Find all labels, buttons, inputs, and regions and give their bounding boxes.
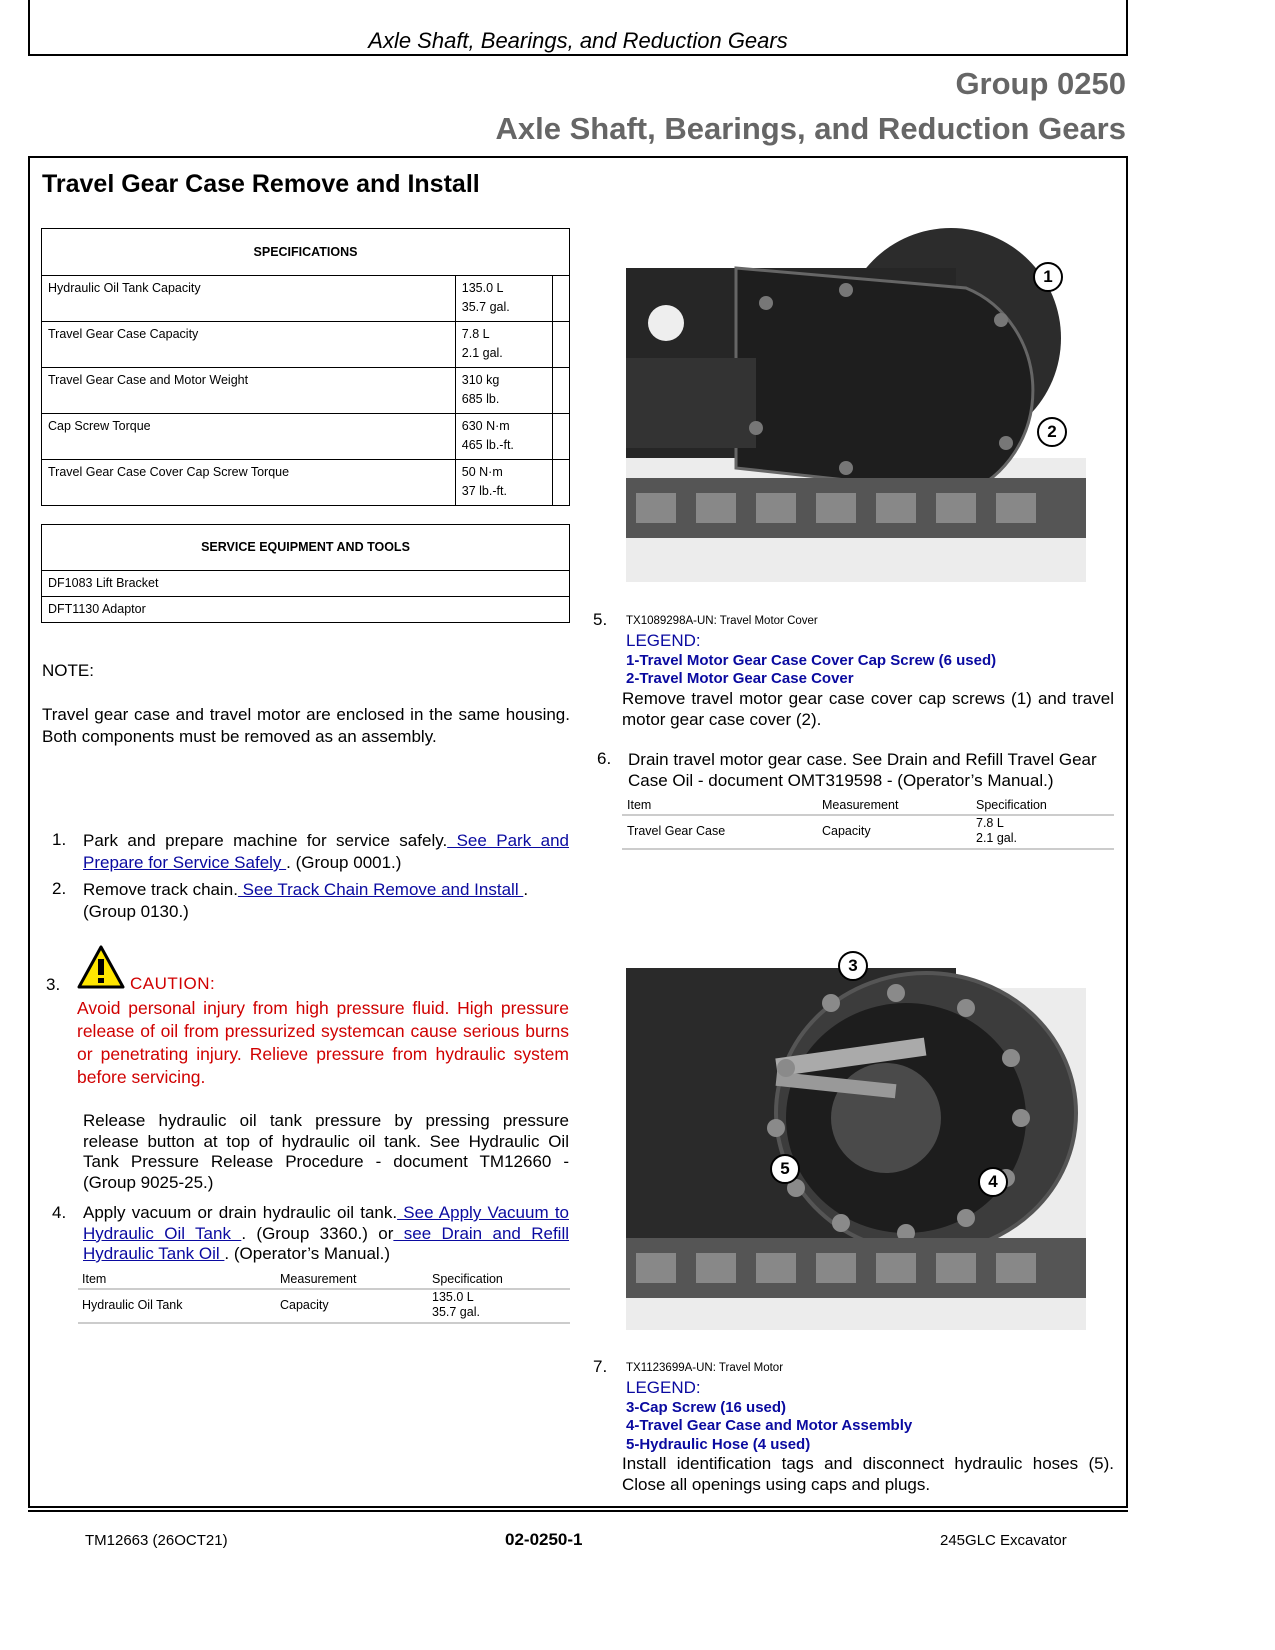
table-row bbox=[42, 597, 570, 623]
tools-heading: SERVICE EQUIPMENT AND TOOLS bbox=[42, 525, 570, 571]
apply-vacuum-link[interactable]: See Apply Vacuum to Hydraulic Oil Tank bbox=[83, 1203, 569, 1243]
legend-item: 5-Hydraulic Hose (4 used) bbox=[626, 1436, 811, 1453]
spec-value: 630 N·m 465 lb.-ft. bbox=[455, 414, 552, 460]
gear-case-table bbox=[622, 798, 1114, 848]
table-row: Travel Gear Case Capacity 7.8 L 2.1 gal. bbox=[622, 816, 1114, 850]
travel-motor-illustration bbox=[626, 948, 1086, 1330]
specifications-heading: SPECIFICATIONS bbox=[42, 229, 570, 276]
footer-doc-id: TM12663 (26OCT21) bbox=[85, 1532, 228, 1549]
callout-3: 3 bbox=[838, 951, 868, 981]
specifications-table bbox=[41, 228, 570, 506]
col-specification: Specification bbox=[432, 1272, 503, 1286]
hydraulic-tank-table bbox=[78, 1272, 570, 1322]
travel-motor-photo bbox=[626, 948, 1086, 1330]
col-item: Item bbox=[627, 798, 652, 812]
step-number: 7. bbox=[593, 1357, 608, 1376]
legend-item: 3-Cap Screw (16 used) bbox=[626, 1399, 787, 1416]
step-5-text: Remove travel motor gear case cover cap screws (1) and travel motor gear case cover (2). bbox=[622, 689, 1114, 729]
table-row bbox=[42, 414, 570, 460]
step-number: 6. bbox=[597, 749, 612, 768]
table-row bbox=[42, 276, 570, 322]
step-number: 3. bbox=[46, 975, 61, 994]
track-chain-link[interactable]: See Track Chain Remove and Install bbox=[237, 880, 524, 899]
note-label: NOTE: bbox=[42, 661, 94, 680]
spec-label: Cap Screw Torque bbox=[42, 414, 456, 460]
drain-refill-link[interactable]: see Drain and Refill Hydraulic Tank Oil bbox=[83, 1223, 570, 1263]
warning-icon bbox=[76, 944, 126, 990]
legend-item: 4-Travel Gear Case and Motor Assembly bbox=[626, 1417, 913, 1434]
step-number: 2. bbox=[52, 879, 67, 898]
spec-value: 135.0 L 35.7 gal. bbox=[455, 276, 552, 322]
note-text: Travel gear case and travel motor are enclosed in the same housing. Both components must be removed as an assembly. bbox=[42, 705, 570, 746]
step-number: 4. bbox=[52, 1203, 67, 1222]
spec-label: Travel Gear Case Cover Cap Screw Torque bbox=[42, 460, 456, 506]
step-4-text: Apply vacuum or drain hydraulic oil tank. See Apply Vacuum to Hydraulic Oil Tank . (Group 3360.) or see Drain and Refill Hydraulic Tank Oil . (Operator’s Manual.) bbox=[83, 1203, 570, 1263]
table-row bbox=[42, 460, 570, 506]
travel-motor-cover-illustration bbox=[626, 228, 1086, 582]
footer-page-number: 02-0250-1 bbox=[505, 1530, 583, 1549]
legend-item: 1-Travel Motor Gear Case Cover Cap Screw (6 used) bbox=[626, 652, 997, 669]
step-1-text: Park and prepare machine for service safely. See Park and Prepare for Service Safely . (Group 0001.) bbox=[83, 831, 569, 872]
caution-label: CAUTION: bbox=[130, 974, 216, 993]
legend-label: LEGEND: bbox=[626, 1378, 701, 1397]
section-title: Travel Gear Case Remove and Install bbox=[42, 170, 480, 198]
table-row bbox=[42, 322, 570, 368]
tool-item: DFT1130 Adaptor bbox=[42, 597, 570, 623]
group-number: Group 0250 bbox=[955, 66, 1126, 101]
callout-1: 1 bbox=[1033, 262, 1063, 292]
callout-2: 2 bbox=[1037, 417, 1067, 447]
step-number: 5. bbox=[593, 610, 608, 629]
spec-label: Travel Gear Case Capacity bbox=[42, 322, 456, 368]
tools-table bbox=[41, 524, 570, 623]
tool-item: DF1083 Lift Bracket bbox=[42, 571, 570, 597]
chapter-title: Axle Shaft, Bearings, and Reduction Gears bbox=[368, 28, 788, 53]
step-6-text: Drain travel motor gear case. See Drain and Refill Travel Gear Case Oil - document OMT319598 - (Operator’s Manual.) bbox=[628, 750, 1097, 790]
col-specification: Specification bbox=[976, 798, 1047, 812]
spec-label: Travel Gear Case and Motor Weight bbox=[42, 368, 456, 414]
caution-text: Avoid personal injury from high pressure fluid. High pressure release of oil from pressurized systemcan cause serious burns or penetrating injury. Relieve pressure from hydraulic system before servicing. bbox=[77, 998, 569, 1087]
figure-caption: TX1089298A-UN: Travel Motor Cover bbox=[626, 615, 818, 627]
spec-value: 310 kg 685 lb. bbox=[455, 368, 552, 414]
spec-label: Hydraulic Oil Tank Capacity bbox=[42, 276, 456, 322]
col-measurement: Measurement bbox=[280, 1272, 357, 1286]
callout-5: 5 bbox=[770, 1154, 800, 1184]
legend-item: 2-Travel Motor Gear Case Cover bbox=[626, 670, 854, 687]
legend-label: LEGEND: bbox=[626, 631, 701, 650]
footer-rule bbox=[28, 1510, 1128, 1512]
table-row: Hydraulic Oil Tank Capacity 135.0 L 35.7 gal. bbox=[78, 1290, 570, 1324]
group-title: Axle Shaft, Bearings, and Reduction Gears bbox=[495, 111, 1126, 146]
table-row bbox=[42, 571, 570, 597]
callout-4: 4 bbox=[978, 1167, 1008, 1197]
table-row bbox=[42, 368, 570, 414]
col-measurement: Measurement bbox=[822, 798, 899, 812]
step-7-text: Install identification tags and disconnect hydraulic hoses (5). Close all openings using caps and plugs. bbox=[622, 1454, 1114, 1494]
travel-motor-cover-photo bbox=[626, 228, 1086, 582]
footer-model: 245GLC Excavator bbox=[940, 1532, 1067, 1549]
figure-caption: TX1123699A-UN: Travel Motor bbox=[626, 1362, 784, 1374]
park-prepare-link[interactable]: See Park and Prepare for Service Safely bbox=[83, 831, 569, 872]
step-number: 1. bbox=[52, 830, 67, 849]
spec-value: 7.8 L 2.1 gal. bbox=[455, 322, 552, 368]
step-3-text: Release hydraulic oil tank pressure by pressing pressure release button at top of hydraulic oil tank. See Hydraulic Oil Tank Pressure Release Procedure - document TM12660 - (Group 9025-25.) bbox=[83, 1111, 569, 1192]
col-item: Item bbox=[82, 1272, 107, 1286]
step-2-text: Remove track chain. See Track Chain Remove and Install . (Group 0130.) bbox=[83, 880, 529, 921]
spec-value: 50 N·m 37 lb.-ft. bbox=[455, 460, 552, 506]
